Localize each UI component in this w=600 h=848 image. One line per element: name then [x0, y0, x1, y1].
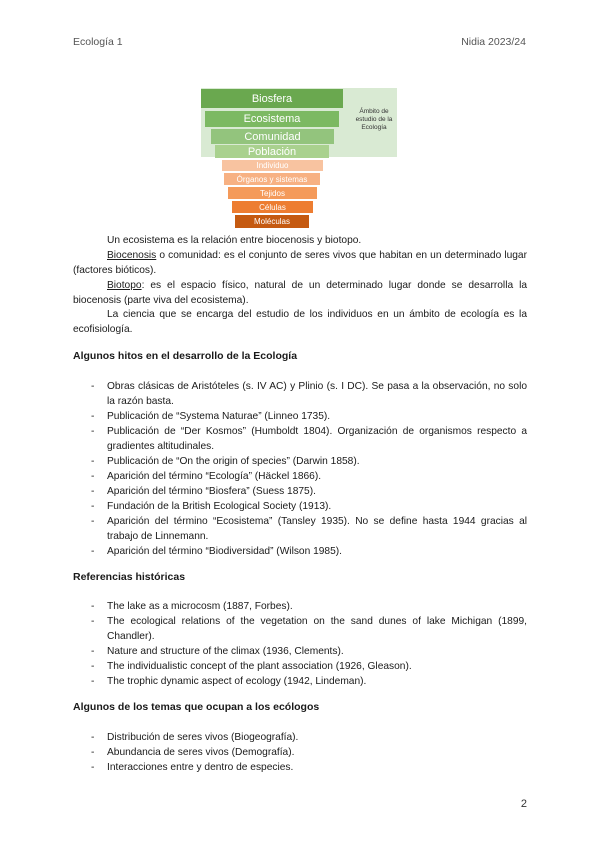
section-title-referencias: Referencias históricas	[73, 571, 186, 583]
list-item: - Fundación de la British Ecological Society (1913).	[0, 499, 527, 514]
biocenosis-definition: o comunidad: es el conjunto de seres vivos que habitan en un determinado lugar (factores bióticos).	[73, 250, 527, 276]
level-ecosistema: Ecosistema	[205, 111, 339, 127]
list-item: - The individualistic concept of the plant association (1926, Gleason).	[0, 659, 527, 674]
list-item: - Aparición del término “Ecología” (Häckel 1866).	[0, 469, 527, 484]
temas-list	[0, 730, 527, 775]
list-item: - The ecological relations of the vegetation on the sand dunes of lake Michigan (1899, Chandler).	[0, 614, 527, 644]
level-tejidos: Tejidos	[228, 187, 317, 199]
biotopo-definition: : es el espacio físico, natural de un determinado lugar donde se desarrolla la biocenosis (parte viva del ecosistema).	[73, 280, 527, 306]
list-item: - Distribución de seres vivos (Biogeografía).	[0, 730, 527, 745]
level-organos: Órganos y sistemas	[224, 173, 320, 185]
section-title-hitos: Algunos hitos en el desarrollo de la Ecología	[73, 350, 298, 362]
ecology-levels-pyramid	[201, 88, 397, 230]
header-author: Nidia 2023/24	[461, 36, 526, 48]
list-item: - Publicación de “Der Kosmos” (Humboldt 1804). Organización de organismos respecto a gradientes altitudinales.	[0, 424, 527, 454]
referencias-list	[0, 599, 527, 689]
list-item: - The trophic dynamic aspect of ecology (1942, Lindeman).	[0, 674, 527, 689]
term-biotopo: Biotopo	[107, 280, 142, 291]
list-item: - Aparición del término “Ecosistema” (Tansley 1935). No se define hasta 1944 gracias al trabajo de Linnemann.	[0, 514, 527, 544]
level-poblacion: Población	[215, 145, 329, 158]
list-item: - Interacciones entre y dentro de especies.	[0, 760, 527, 775]
level-celulas: Células	[232, 201, 313, 213]
level-comunidad: Comunidad	[211, 129, 334, 144]
level-individuo: Individuo	[222, 160, 323, 171]
intro-ecofisiologia: La ciencia que se encarga del estudio de los individuos en un ámbito de ecología es la ecofisiología.	[73, 309, 527, 335]
list-item: - Nature and structure of the climax (1936, Clements).	[0, 644, 527, 659]
list-item: - Aparición del término “Biosfera” (Suess 1875).	[0, 484, 527, 499]
intro-ecosystem-definition: Un ecosistema es la relación entre biocenosis y biotopo.	[107, 235, 362, 246]
list-item: - Aparición del término “Biodiversidad” (Wilson 1985).	[0, 544, 527, 559]
ecology-scope-label: Ámbito de estudio de la Ecología	[355, 108, 393, 131]
term-biocenosis: Biocenosis	[107, 250, 157, 261]
list-item: - The lake as a microcosm (1887, Forbes).	[0, 599, 527, 614]
intro-biocenosis	[73, 248, 527, 278]
level-moleculas: Moléculas	[235, 215, 309, 228]
list-item: - Abundancia de seres vivos (Demografía).	[0, 745, 527, 760]
page-number: 2	[520, 798, 527, 810]
level-biosfera: Biosfera	[201, 89, 343, 108]
header-course: Ecología 1	[73, 36, 123, 48]
list-item: - Publicación de “On the origin of species” (Darwin 1858).	[0, 454, 527, 469]
section-title-temas: Algunos de los temas que ocupan a los ecólogos	[73, 701, 320, 713]
list-item: - Publicación de “Systema Naturae” (Linneo 1735).	[0, 409, 527, 424]
list-item: - Obras clásicas de Aristóteles (s. IV AC) y Plinio (s. I DC). Se pasa a la observación, no solo la razón basta.	[0, 379, 527, 409]
intro-biotopo	[73, 278, 527, 308]
hitos-list	[0, 379, 527, 559]
